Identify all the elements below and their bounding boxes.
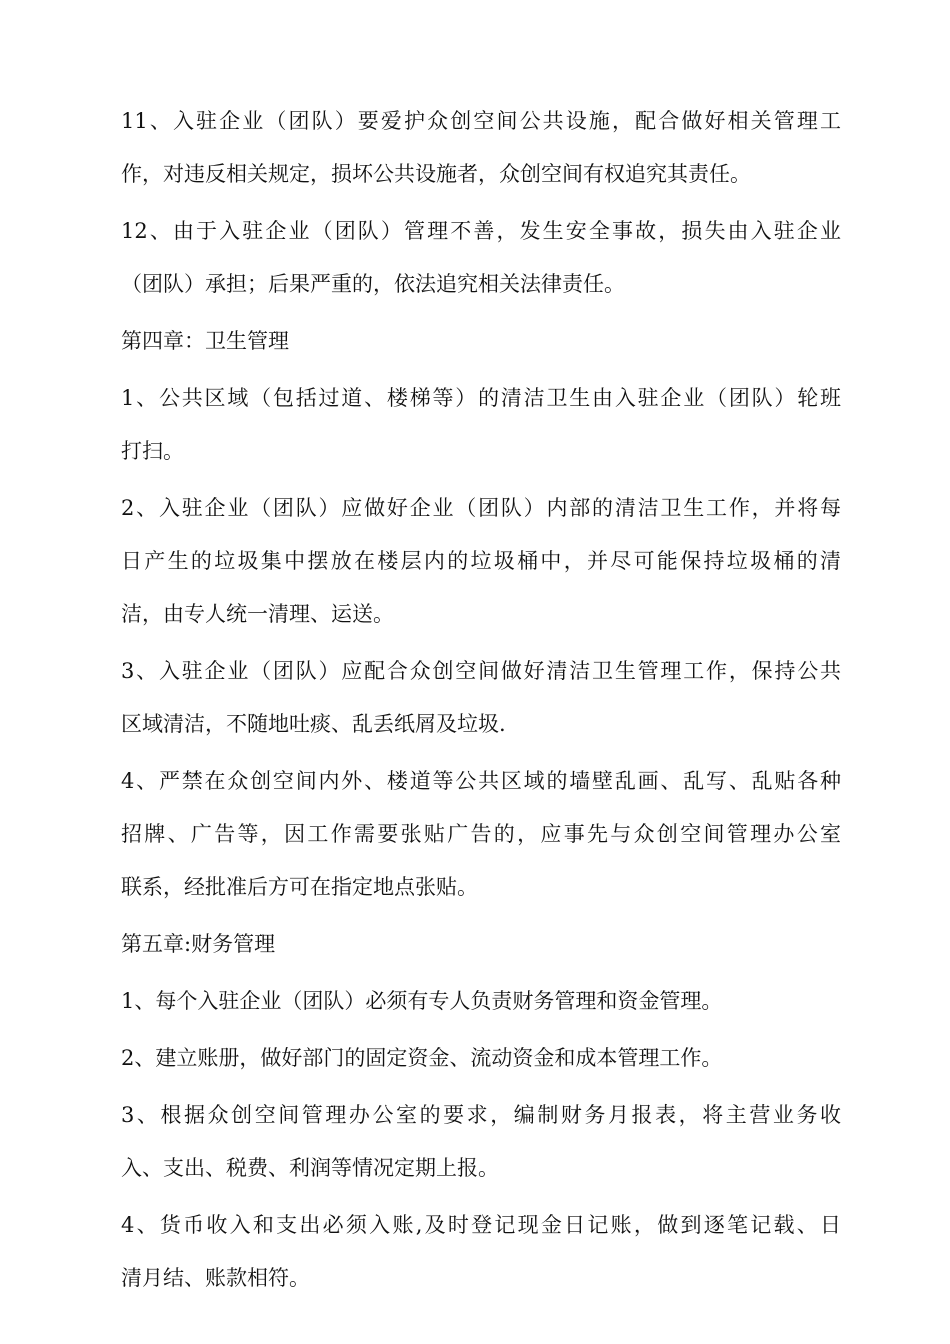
- text-line: 12、由于入驻企业（团队）管理不善，发生安全事故，损失由入驻企业: [121, 219, 841, 243]
- text-line: 3、入驻企业（团队）应配合众创空间做好清洁卫生管理工作，保持公共: [121, 659, 841, 683]
- text-line: 区域清洁，不随地吐痰、乱丢纸屑及垃圾.: [121, 712, 506, 736]
- text-line: 第四章：卫生管理: [121, 329, 289, 353]
- text-line: 3、根据众创空间管理办公室的要求，编制财务月报表，将主营业务收: [121, 1103, 841, 1127]
- text-line: 4、货币收入和支出必须入账,及时登记现金日记账，做到逐笔记载、日: [121, 1213, 841, 1237]
- text-line: 清月结、账款相符。: [121, 1266, 310, 1290]
- text-line: 作，对违反相关规定，损坏公共设施者，众创空间有权追究其责任。: [121, 162, 751, 186]
- text-line: 2、入驻企业（团队）应做好企业（团队）内部的清洁卫生工作，并将每: [121, 496, 841, 520]
- text-line: 入、支出、税费、利润等情况定期上报。: [121, 1156, 499, 1180]
- paragraph: [121, 205, 841, 311]
- text-line: 联系，经批准后方可在指定地点张贴。: [121, 875, 478, 899]
- text-line: 1、每个入驻企业（团队）必须有专人负责财务管理和资金管理。: [121, 989, 723, 1013]
- paragraph: [121, 372, 841, 478]
- text-line: 日产生的垃圾集中摆放在楼层内的垃圾桶中，并尽可能保持垃圾桶的清: [121, 549, 841, 573]
- text-line: 洁，由专人统一清理、运送。: [121, 602, 394, 626]
- paragraph: [121, 1089, 841, 1195]
- chapter-heading: [121, 918, 841, 971]
- text-line: 招牌、广告等，因工作需要张贴广告的，应事先与众创空间管理办公室: [121, 822, 841, 846]
- paragraph: [121, 645, 841, 751]
- text-line: 打扫。: [121, 439, 184, 463]
- paragraph: [121, 1199, 841, 1305]
- paragraph: [121, 975, 841, 1028]
- paragraph: [121, 1032, 841, 1085]
- chapter-heading: [121, 315, 841, 368]
- text-line: 2、建立账册，做好部门的固定资金、流动资金和成本管理工作。: [121, 1046, 723, 1070]
- text-line: （团队）承担；后果严重的，依法追究相关法律责任。: [121, 272, 625, 296]
- text-line: 1、公共区域（包括过道、楼梯等）的清洁卫生由入驻企业（团队）轮班: [121, 386, 841, 410]
- paragraph: [121, 95, 841, 201]
- paragraph: [121, 482, 841, 641]
- text-line: 11、入驻企业（团队）要爱护众创空间公共设施，配合做好相关管理工: [121, 109, 841, 133]
- paragraph: [121, 755, 841, 914]
- text-line: 第五章:财务管理: [121, 932, 276, 956]
- text-line: 4、严禁在众创空间内外、楼道等公共区域的墙壁乱画、乱写、乱贴各种: [121, 769, 841, 793]
- document-body: [121, 95, 841, 1305]
